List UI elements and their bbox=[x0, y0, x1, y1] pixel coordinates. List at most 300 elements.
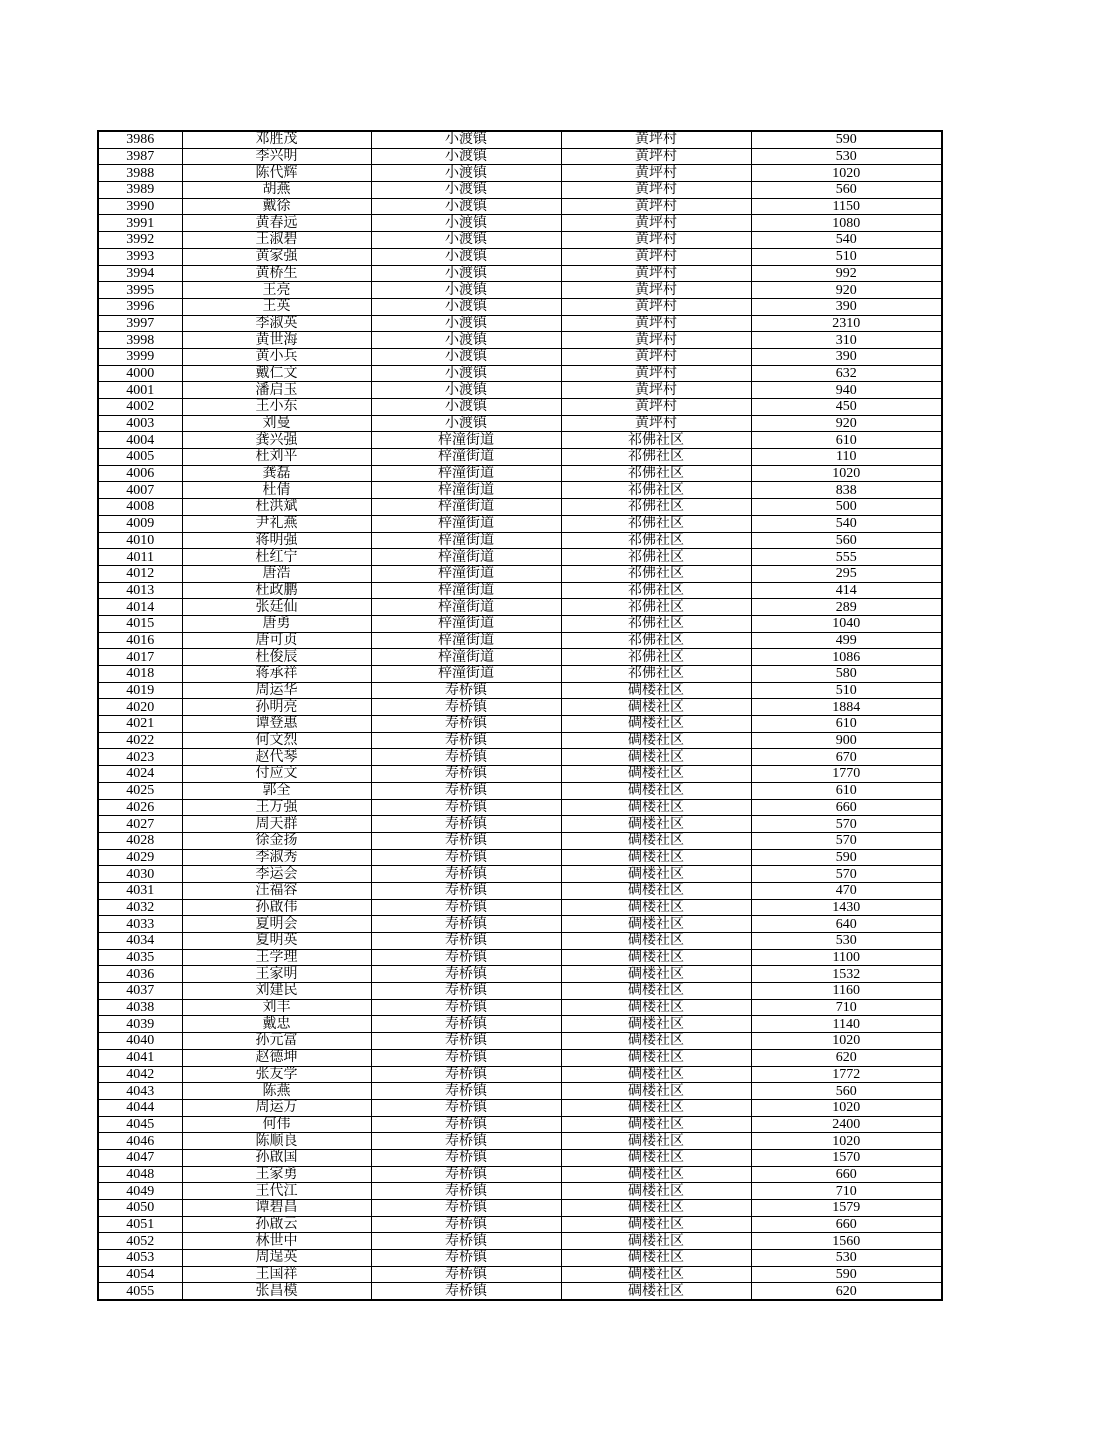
table-row bbox=[98, 348, 942, 365]
name-cell: 赵德坤 bbox=[182, 1049, 371, 1066]
name-cell: 周逞英 bbox=[182, 1250, 371, 1267]
amount-cell: 610 bbox=[751, 432, 942, 449]
village-cell: 碉楼社区 bbox=[561, 766, 751, 783]
amount-cell: 1140 bbox=[751, 1016, 942, 1033]
village-cell: 碉楼社区 bbox=[561, 1166, 751, 1183]
town-cell: 梓潼街道 bbox=[371, 632, 561, 649]
amount-cell: 110 bbox=[751, 449, 942, 466]
village-cell: 碉楼社区 bbox=[561, 949, 751, 966]
id-cell: 4024 bbox=[98, 766, 182, 783]
amount-cell: 570 bbox=[751, 816, 942, 833]
table-row bbox=[98, 866, 942, 883]
town-cell: 小渡镇 bbox=[371, 365, 561, 382]
name-cell: 王万强 bbox=[182, 799, 371, 816]
name-cell: 杜红宁 bbox=[182, 549, 371, 566]
name-cell: 王亮 bbox=[182, 282, 371, 299]
amount-cell: 500 bbox=[751, 499, 942, 516]
table-row bbox=[98, 999, 942, 1016]
amount-cell: 2400 bbox=[751, 1116, 942, 1133]
town-cell: 小渡镇 bbox=[371, 131, 561, 148]
table-row bbox=[98, 215, 942, 232]
id-cell: 4008 bbox=[98, 499, 182, 516]
data-table bbox=[97, 130, 943, 1301]
village-cell: 碉楼社区 bbox=[561, 983, 751, 1000]
id-cell: 4036 bbox=[98, 966, 182, 983]
id-cell: 4037 bbox=[98, 983, 182, 1000]
amount-cell: 1020 bbox=[751, 1033, 942, 1050]
amount-cell: 660 bbox=[751, 1166, 942, 1183]
name-cell: 唐可贞 bbox=[182, 632, 371, 649]
name-cell: 何伟 bbox=[182, 1116, 371, 1133]
id-cell: 4021 bbox=[98, 716, 182, 733]
town-cell: 寿桥镇 bbox=[371, 1149, 561, 1166]
table-row bbox=[98, 966, 942, 983]
id-cell: 3997 bbox=[98, 315, 182, 332]
id-cell: 3995 bbox=[98, 282, 182, 299]
table-row bbox=[98, 482, 942, 499]
amount-cell: 540 bbox=[751, 232, 942, 249]
town-cell: 梓潼街道 bbox=[371, 482, 561, 499]
town-cell: 小渡镇 bbox=[371, 232, 561, 249]
town-cell: 寿桥镇 bbox=[371, 766, 561, 783]
name-cell: 谭碧昌 bbox=[182, 1200, 371, 1217]
id-cell: 3996 bbox=[98, 298, 182, 315]
name-cell: 李淑英 bbox=[182, 315, 371, 332]
id-cell: 4049 bbox=[98, 1183, 182, 1200]
amount-cell: 920 bbox=[751, 415, 942, 432]
amount-cell: 1560 bbox=[751, 1233, 942, 1250]
name-cell: 郭全 bbox=[182, 782, 371, 799]
name-cell: 龚兴强 bbox=[182, 432, 371, 449]
village-cell: 碉楼社区 bbox=[561, 899, 751, 916]
table-row bbox=[98, 649, 942, 666]
id-cell: 3994 bbox=[98, 265, 182, 282]
table-row bbox=[98, 515, 942, 532]
town-cell: 小渡镇 bbox=[371, 148, 561, 165]
village-cell: 祁佛社区 bbox=[561, 666, 751, 683]
name-cell: 黄桥生 bbox=[182, 265, 371, 282]
town-cell: 小渡镇 bbox=[371, 282, 561, 299]
table-row bbox=[98, 382, 942, 399]
village-cell: 祁佛社区 bbox=[561, 632, 751, 649]
town-cell: 寿桥镇 bbox=[371, 933, 561, 950]
amount-cell: 1770 bbox=[751, 766, 942, 783]
town-cell: 寿桥镇 bbox=[371, 899, 561, 916]
town-cell: 寿桥镇 bbox=[371, 1266, 561, 1283]
table-row bbox=[98, 232, 942, 249]
village-cell: 祁佛社区 bbox=[561, 499, 751, 516]
amount-cell: 1020 bbox=[751, 465, 942, 482]
name-cell: 尹礼燕 bbox=[182, 515, 371, 532]
table-row bbox=[98, 465, 942, 482]
town-cell: 梓潼街道 bbox=[371, 615, 561, 632]
table-row bbox=[98, 298, 942, 315]
name-cell: 戴仁文 bbox=[182, 365, 371, 382]
id-cell: 4011 bbox=[98, 549, 182, 566]
amount-cell: 660 bbox=[751, 799, 942, 816]
name-cell: 张廷仙 bbox=[182, 599, 371, 616]
name-cell: 邓胜茂 bbox=[182, 131, 371, 148]
name-cell: 王国祥 bbox=[182, 1266, 371, 1283]
amount-cell: 289 bbox=[751, 599, 942, 616]
table-row bbox=[98, 1133, 942, 1150]
town-cell: 梓潼街道 bbox=[371, 549, 561, 566]
town-cell: 寿桥镇 bbox=[371, 732, 561, 749]
table-row bbox=[98, 632, 942, 649]
village-cell: 祁佛社区 bbox=[561, 582, 751, 599]
amount-cell: 620 bbox=[751, 1049, 942, 1066]
id-cell: 4041 bbox=[98, 1049, 182, 1066]
name-cell: 孙啟伟 bbox=[182, 899, 371, 916]
village-cell: 碉楼社区 bbox=[561, 682, 751, 699]
village-cell: 黄坪村 bbox=[561, 215, 751, 232]
table-row bbox=[98, 1266, 942, 1283]
town-cell: 寿桥镇 bbox=[371, 1183, 561, 1200]
village-cell: 碉楼社区 bbox=[561, 1066, 751, 1083]
table-row bbox=[98, 933, 942, 950]
name-cell: 戴忠 bbox=[182, 1016, 371, 1033]
name-cell: 陈代辉 bbox=[182, 165, 371, 182]
table-row bbox=[98, 732, 942, 749]
id-cell: 4006 bbox=[98, 465, 182, 482]
town-cell: 寿桥镇 bbox=[371, 1116, 561, 1133]
amount-cell: 499 bbox=[751, 632, 942, 649]
name-cell: 孙啟云 bbox=[182, 1216, 371, 1233]
id-cell: 4052 bbox=[98, 1233, 182, 1250]
name-cell: 谭登惠 bbox=[182, 716, 371, 733]
id-cell: 4038 bbox=[98, 999, 182, 1016]
id-cell: 4030 bbox=[98, 866, 182, 883]
amount-cell: 610 bbox=[751, 716, 942, 733]
town-cell: 梓潼街道 bbox=[371, 449, 561, 466]
id-cell: 4015 bbox=[98, 615, 182, 632]
id-cell: 4002 bbox=[98, 399, 182, 416]
amount-cell: 510 bbox=[751, 248, 942, 265]
amount-cell: 660 bbox=[751, 1216, 942, 1233]
id-cell: 4016 bbox=[98, 632, 182, 649]
name-cell: 孙元富 bbox=[182, 1033, 371, 1050]
name-cell: 王代江 bbox=[182, 1183, 371, 1200]
table-row bbox=[98, 1049, 942, 1066]
village-cell: 黄坪村 bbox=[561, 382, 751, 399]
town-cell: 小渡镇 bbox=[371, 348, 561, 365]
town-cell: 小渡镇 bbox=[371, 298, 561, 315]
village-cell: 碉楼社区 bbox=[561, 916, 751, 933]
table-row bbox=[98, 1216, 942, 1233]
town-cell: 寿桥镇 bbox=[371, 816, 561, 833]
table-row bbox=[98, 882, 942, 899]
town-cell: 寿桥镇 bbox=[371, 1083, 561, 1100]
id-cell: 3988 bbox=[98, 165, 182, 182]
village-cell: 碉楼社区 bbox=[561, 1183, 751, 1200]
village-cell: 碉楼社区 bbox=[561, 999, 751, 1016]
id-cell: 4005 bbox=[98, 449, 182, 466]
table-row bbox=[98, 1116, 942, 1133]
town-cell: 寿桥镇 bbox=[371, 1133, 561, 1150]
name-cell: 汪福容 bbox=[182, 882, 371, 899]
town-cell: 小渡镇 bbox=[371, 315, 561, 332]
name-cell: 陈顺良 bbox=[182, 1133, 371, 1150]
amount-cell: 570 bbox=[751, 866, 942, 883]
amount-cell: 1160 bbox=[751, 983, 942, 1000]
id-cell: 4019 bbox=[98, 682, 182, 699]
village-cell: 黄坪村 bbox=[561, 365, 751, 382]
amount-cell: 390 bbox=[751, 348, 942, 365]
name-cell: 刘建民 bbox=[182, 983, 371, 1000]
village-cell: 祁佛社区 bbox=[561, 615, 751, 632]
name-cell: 徐金扬 bbox=[182, 832, 371, 849]
table-row bbox=[98, 1066, 942, 1083]
village-cell: 碉楼社区 bbox=[561, 832, 751, 849]
id-cell: 4010 bbox=[98, 532, 182, 549]
town-cell: 寿桥镇 bbox=[371, 916, 561, 933]
town-cell: 寿桥镇 bbox=[371, 1049, 561, 1066]
town-cell: 寿桥镇 bbox=[371, 699, 561, 716]
name-cell: 孙明亮 bbox=[182, 699, 371, 716]
town-cell: 寿桥镇 bbox=[371, 1250, 561, 1267]
town-cell: 小渡镇 bbox=[371, 399, 561, 416]
name-cell: 王家明 bbox=[182, 966, 371, 983]
village-cell: 碉楼社区 bbox=[561, 1149, 751, 1166]
table-row bbox=[98, 198, 942, 215]
village-cell: 黄坪村 bbox=[561, 148, 751, 165]
town-cell: 寿桥镇 bbox=[371, 1066, 561, 1083]
town-cell: 小渡镇 bbox=[371, 182, 561, 199]
name-cell: 龚磊 bbox=[182, 465, 371, 482]
name-cell: 王学理 bbox=[182, 949, 371, 966]
id-cell: 4043 bbox=[98, 1083, 182, 1100]
town-cell: 梓潼街道 bbox=[371, 599, 561, 616]
table-row bbox=[98, 816, 942, 833]
id-cell: 4045 bbox=[98, 1116, 182, 1133]
village-cell: 碉楼社区 bbox=[561, 882, 751, 899]
table-row bbox=[98, 449, 942, 466]
town-cell: 寿桥镇 bbox=[371, 1200, 561, 1217]
table-row bbox=[98, 749, 942, 766]
village-cell: 碉楼社区 bbox=[561, 1233, 751, 1250]
town-cell: 寿桥镇 bbox=[371, 749, 561, 766]
amount-cell: 450 bbox=[751, 399, 942, 416]
id-cell: 4053 bbox=[98, 1250, 182, 1267]
amount-cell: 310 bbox=[751, 332, 942, 349]
name-cell: 杜政鹏 bbox=[182, 582, 371, 599]
id-cell: 4004 bbox=[98, 432, 182, 449]
amount-cell: 390 bbox=[751, 298, 942, 315]
table-row bbox=[98, 148, 942, 165]
id-cell: 4026 bbox=[98, 799, 182, 816]
amount-cell: 1086 bbox=[751, 649, 942, 666]
name-cell: 陈燕 bbox=[182, 1083, 371, 1100]
town-cell: 梓潼街道 bbox=[371, 499, 561, 516]
name-cell: 黄世海 bbox=[182, 332, 371, 349]
village-cell: 碉楼社区 bbox=[561, 816, 751, 833]
id-cell: 4020 bbox=[98, 699, 182, 716]
amount-cell: 555 bbox=[751, 549, 942, 566]
village-cell: 黄坪村 bbox=[561, 165, 751, 182]
table-row bbox=[98, 699, 942, 716]
amount-cell: 900 bbox=[751, 732, 942, 749]
town-cell: 寿桥镇 bbox=[371, 832, 561, 849]
table-row bbox=[98, 315, 942, 332]
name-cell: 赵代琴 bbox=[182, 749, 371, 766]
amount-cell: 560 bbox=[751, 1083, 942, 1100]
id-cell: 3993 bbox=[98, 248, 182, 265]
town-cell: 梓潼街道 bbox=[371, 666, 561, 683]
amount-cell: 590 bbox=[751, 131, 942, 148]
table-row bbox=[98, 248, 942, 265]
village-cell: 黄坪村 bbox=[561, 332, 751, 349]
village-cell: 黄坪村 bbox=[561, 415, 751, 432]
table-row bbox=[98, 1083, 942, 1100]
table-row bbox=[98, 1183, 942, 1200]
table-row bbox=[98, 799, 942, 816]
town-cell: 小渡镇 bbox=[371, 165, 561, 182]
name-cell: 蒋明强 bbox=[182, 532, 371, 549]
id-cell: 3999 bbox=[98, 348, 182, 365]
id-cell: 4047 bbox=[98, 1149, 182, 1166]
village-cell: 黄坪村 bbox=[561, 232, 751, 249]
village-cell: 祁佛社区 bbox=[561, 482, 751, 499]
town-cell: 寿桥镇 bbox=[371, 949, 561, 966]
village-cell: 碉楼社区 bbox=[561, 782, 751, 799]
village-cell: 祁佛社区 bbox=[561, 515, 751, 532]
table-row bbox=[98, 782, 942, 799]
village-cell: 祁佛社区 bbox=[561, 465, 751, 482]
name-cell: 周运万 bbox=[182, 1099, 371, 1116]
amount-cell: 470 bbox=[751, 882, 942, 899]
town-cell: 寿桥镇 bbox=[371, 799, 561, 816]
town-cell: 小渡镇 bbox=[371, 415, 561, 432]
table-row bbox=[98, 332, 942, 349]
town-cell: 小渡镇 bbox=[371, 265, 561, 282]
id-cell: 4046 bbox=[98, 1133, 182, 1150]
amount-cell: 1772 bbox=[751, 1066, 942, 1083]
village-cell: 碉楼社区 bbox=[561, 1116, 751, 1133]
village-cell: 碉楼社区 bbox=[561, 849, 751, 866]
town-cell: 寿桥镇 bbox=[371, 966, 561, 983]
table-row bbox=[98, 949, 942, 966]
village-cell: 碉楼社区 bbox=[561, 732, 751, 749]
village-cell: 碉楼社区 bbox=[561, 1049, 751, 1066]
table-row bbox=[98, 983, 942, 1000]
table-row bbox=[98, 599, 942, 616]
amount-cell: 530 bbox=[751, 148, 942, 165]
id-cell: 4027 bbox=[98, 816, 182, 833]
name-cell: 周天群 bbox=[182, 816, 371, 833]
village-cell: 碉楼社区 bbox=[561, 1283, 751, 1300]
village-cell: 碉楼社区 bbox=[561, 1099, 751, 1116]
amount-cell: 610 bbox=[751, 782, 942, 799]
name-cell: 王家勇 bbox=[182, 1166, 371, 1183]
village-cell: 祁佛社区 bbox=[561, 549, 751, 566]
name-cell: 黄春远 bbox=[182, 215, 371, 232]
amount-cell: 632 bbox=[751, 365, 942, 382]
name-cell: 付应文 bbox=[182, 766, 371, 783]
name-cell: 黄家强 bbox=[182, 248, 371, 265]
name-cell: 蒋承祥 bbox=[182, 666, 371, 683]
village-cell: 黄坪村 bbox=[561, 265, 751, 282]
id-cell: 4051 bbox=[98, 1216, 182, 1233]
table-row bbox=[98, 582, 942, 599]
name-cell: 杜洪斌 bbox=[182, 499, 371, 516]
town-cell: 梓潼街道 bbox=[371, 565, 561, 582]
amount-cell: 560 bbox=[751, 532, 942, 549]
id-cell: 4000 bbox=[98, 365, 182, 382]
town-cell: 寿桥镇 bbox=[371, 1216, 561, 1233]
town-cell: 寿桥镇 bbox=[371, 866, 561, 883]
town-cell: 寿桥镇 bbox=[371, 999, 561, 1016]
table-row bbox=[98, 899, 942, 916]
table-row bbox=[98, 1166, 942, 1183]
village-cell: 黄坪村 bbox=[561, 282, 751, 299]
village-cell: 碉楼社区 bbox=[561, 749, 751, 766]
name-cell: 王英 bbox=[182, 298, 371, 315]
id-cell: 3989 bbox=[98, 182, 182, 199]
table-row bbox=[98, 1033, 942, 1050]
amount-cell: 920 bbox=[751, 282, 942, 299]
name-cell: 李兴明 bbox=[182, 148, 371, 165]
table-row bbox=[98, 131, 942, 148]
table-row bbox=[98, 399, 942, 416]
village-cell: 碉楼社区 bbox=[561, 1016, 751, 1033]
id-cell: 4054 bbox=[98, 1266, 182, 1283]
id-cell: 4035 bbox=[98, 949, 182, 966]
amount-cell: 2310 bbox=[751, 315, 942, 332]
amount-cell: 992 bbox=[751, 265, 942, 282]
amount-cell: 1020 bbox=[751, 165, 942, 182]
amount-cell: 540 bbox=[751, 515, 942, 532]
town-cell: 寿桥镇 bbox=[371, 983, 561, 1000]
amount-cell: 1579 bbox=[751, 1200, 942, 1217]
town-cell: 寿桥镇 bbox=[371, 849, 561, 866]
town-cell: 梓潼街道 bbox=[371, 532, 561, 549]
name-cell: 唐浩 bbox=[182, 565, 371, 582]
table-row bbox=[98, 499, 942, 516]
table-row bbox=[98, 1283, 942, 1300]
village-cell: 祁佛社区 bbox=[561, 532, 751, 549]
village-cell: 碉楼社区 bbox=[561, 799, 751, 816]
id-cell: 4050 bbox=[98, 1200, 182, 1217]
name-cell: 夏明英 bbox=[182, 933, 371, 950]
village-cell: 黄坪村 bbox=[561, 198, 751, 215]
amount-cell: 590 bbox=[751, 849, 942, 866]
village-cell: 碉楼社区 bbox=[561, 716, 751, 733]
table-row bbox=[98, 1099, 942, 1116]
village-cell: 碉楼社区 bbox=[561, 1133, 751, 1150]
table-row bbox=[98, 365, 942, 382]
name-cell: 王小东 bbox=[182, 399, 371, 416]
name-cell: 刘曼 bbox=[182, 415, 371, 432]
town-cell: 寿桥镇 bbox=[371, 1033, 561, 1050]
village-cell: 碉楼社区 bbox=[561, 1033, 751, 1050]
amount-cell: 1430 bbox=[751, 899, 942, 916]
amount-cell: 560 bbox=[751, 182, 942, 199]
amount-cell: 838 bbox=[751, 482, 942, 499]
village-cell: 碉楼社区 bbox=[561, 966, 751, 983]
amount-cell: 1570 bbox=[751, 1149, 942, 1166]
village-cell: 碉楼社区 bbox=[561, 699, 751, 716]
name-cell: 刘丰 bbox=[182, 999, 371, 1016]
village-cell: 祁佛社区 bbox=[561, 565, 751, 582]
table-row bbox=[98, 432, 942, 449]
name-cell: 张友学 bbox=[182, 1066, 371, 1083]
id-cell: 3987 bbox=[98, 148, 182, 165]
amount-cell: 590 bbox=[751, 1266, 942, 1283]
village-cell: 黄坪村 bbox=[561, 182, 751, 199]
village-cell: 黄坪村 bbox=[561, 131, 751, 148]
table-row bbox=[98, 1200, 942, 1217]
id-cell: 3986 bbox=[98, 131, 182, 148]
